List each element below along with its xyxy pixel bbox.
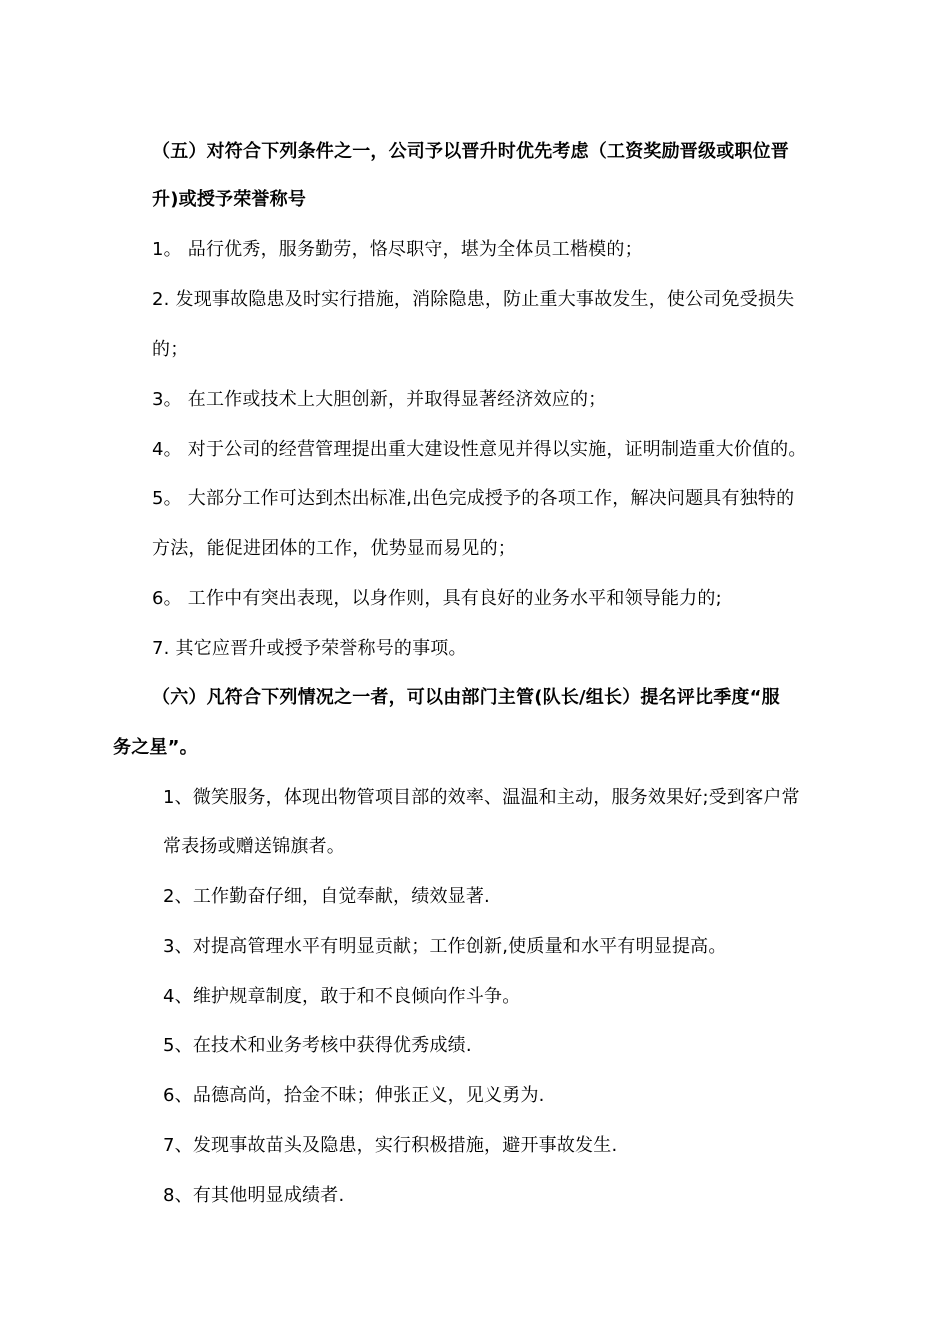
section-6-item-4: 4、维护规章制度，敢于和不良倾向作斗争。	[163, 986, 521, 1007]
section-6-heading-line-2: 务之星”。	[113, 737, 198, 758]
section-5-item-6: 6。 工作中有突出表现，以身作则，具有良好的业务水平和领导能力的;	[152, 588, 722, 609]
section-5-heading-line-2: 升)或授予荣誉称号	[152, 189, 307, 210]
section-5-item-4: 4。 对于公司的经营管理提出重大建设性意见并得以实施，证明制造重大价值的。	[152, 439, 807, 460]
section-6-heading-line-1: （六）凡符合下列情况之一者，可以由部门主管(队长/组长）提名评比季度“服	[152, 687, 780, 708]
section-6-item-3: 3、对提高管理水平有明显贡献；工作创新,使质量和水平有明显提高。	[163, 936, 727, 957]
section-5-heading-line-1: （五）对符合下列条件之一，公司予以晋升时优先考虑（工资奖励晋级或职位晋	[152, 141, 789, 162]
section-6-item-5: 5、在技术和业务考核中获得优秀成绩.	[163, 1035, 472, 1056]
section-6-item-6: 6、品德高尚，拾金不昧；伸张正义，见义勇为.	[163, 1085, 545, 1106]
section-5-item-2-continued: 的；	[152, 339, 189, 360]
section-6-item-2: 2、工作勤奋仔细，自觉奉献，绩效显著.	[163, 886, 490, 907]
section-5-item-5-continued: 方法，能促进团体的工作，优势显而易见的；	[152, 538, 516, 559]
section-6-item-8: 8、有其他明显成绩者.	[163, 1185, 345, 1206]
section-5-item-5: 5。 大部分工作可达到杰出标准,出色完成授予的各项工作，解决问题具有独特的	[152, 488, 795, 509]
section-5-item-1: 1。 品行优秀，服务勤劳，恪尽职守，堪为全体员工楷模的；	[152, 239, 643, 260]
section-5-item-2: 2. 发现事故隐患及时实行措施，消除隐患，防止重大事故发生，使公司免受损失	[152, 289, 795, 310]
section-6-item-1: 1、微笑服务，体现出物管项目部的效率、温温和主动，服务效果好;受到客户常	[163, 787, 800, 808]
section-5-item-3: 3。 在工作或技术上大胆创新，并取得显著经济效应的；	[152, 389, 607, 410]
section-6-item-1-continued: 常表扬或赠送锦旗者。	[163, 836, 345, 857]
section-6-item-7: 7、发现事故苗头及隐患，实行积极措施，避开事故发生.	[163, 1135, 618, 1156]
section-5-item-7: 7. 其它应晋升或授予荣誉称号的事项。	[152, 638, 467, 659]
